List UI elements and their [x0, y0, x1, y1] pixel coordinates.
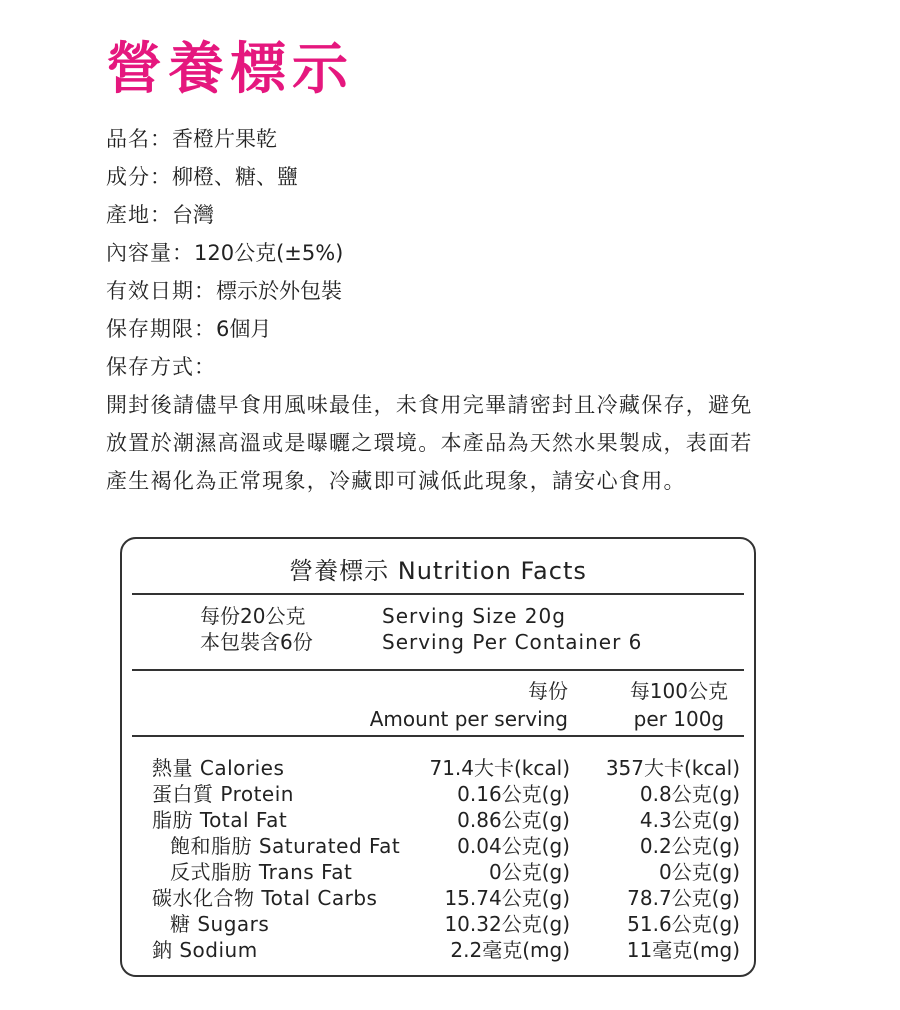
per-100g-value: 0.8公克(g): [639, 782, 740, 806]
divider: [132, 669, 744, 671]
per-serving-value: 2.2毫克(mg): [450, 938, 570, 962]
info-storage: [106, 348, 806, 386]
per-100g-value: 51.6公克(g): [627, 912, 740, 936]
divider: [132, 593, 744, 595]
serving-size-zh: 每份20公克: [200, 604, 306, 628]
info-key: 有效日期：: [106, 279, 216, 303]
info-value: 台灣: [172, 203, 214, 227]
servings-per-container-zh: 本包裝含6份: [200, 630, 313, 654]
nutrient-label: 碳水化合物 Total Carbs: [152, 886, 378, 910]
info-expiry: [106, 272, 806, 310]
nutrient-row-saturated-fat: [152, 833, 740, 859]
info-key: 成分：: [106, 165, 172, 189]
nutrient-row-sugars: [152, 911, 740, 937]
nutrition-facts-table: [120, 537, 756, 977]
nutrition-title: 營養標示 Nutrition Facts: [289, 557, 587, 585]
per-100g-header-zh: 每100公克: [629, 679, 728, 703]
per-serving-header-zh: 每份: [528, 679, 568, 703]
per-serving-header: [370, 677, 568, 733]
per-serving-value: 0.16公克(g): [457, 782, 570, 806]
per-serving-value: 0.04公克(g): [457, 834, 570, 858]
info-value: 柳橙、糖、鹽: [172, 165, 298, 189]
info-value: 香橙片果乾: [172, 127, 277, 151]
info-key: 保存方式：: [106, 355, 216, 379]
nutrient-label: 脂肪 Total Fat: [152, 808, 288, 832]
nutrient-row-trans-fat: [152, 859, 740, 885]
nutrient-row-total-fat: [152, 807, 740, 833]
serving-info-zh: [200, 603, 313, 655]
divider: [132, 735, 744, 737]
nutrient-row-calories: [152, 755, 740, 781]
nutrient-label: 蛋白質 Protein: [152, 782, 294, 806]
info-key: 保存期限：: [106, 317, 216, 341]
per-100g-value: 357大卡(kcal): [605, 756, 740, 780]
storage-note: [106, 386, 806, 500]
nutrient-row-sodium: [152, 937, 740, 963]
per-serving-header-en: Amount per serving: [369, 707, 568, 731]
per-serving-value: 10.32公克(g): [444, 912, 570, 936]
nutrient-label: 鈉 Sodium: [152, 938, 258, 962]
servings-per-container-en: Serving Per Container 6: [382, 630, 643, 654]
nutrient-row-protein: [152, 781, 740, 807]
per-100g-header: [630, 677, 728, 733]
per-serving-value: 0公克(g): [488, 860, 570, 884]
page-title: 營養標示: [106, 37, 354, 102]
per-100g-value: 4.3公克(g): [639, 808, 740, 832]
per-100g-value: 0公克(g): [658, 860, 740, 884]
info-name: [106, 120, 806, 158]
nutrient-label: 熱量 Calories: [152, 756, 285, 780]
info-value: 120公克(±5%): [194, 241, 344, 265]
nutrient-label: 飽和脂肪 Saturated Fat: [170, 834, 401, 858]
per-serving-value: 15.74公克(g): [444, 886, 570, 910]
per-100g-value: 0.2公克(g): [639, 834, 740, 858]
per-100g-value: 78.7公克(g): [627, 886, 740, 910]
per-100g-header-en: per 100g: [633, 707, 725, 731]
serving-size-en: Serving Size 20g: [382, 604, 566, 628]
nutrient-label: 反式脂肪 Trans Fat: [170, 860, 353, 884]
info-net-weight: [106, 234, 806, 272]
info-shelf-life: [106, 310, 806, 348]
serving-info-en: [382, 603, 642, 655]
info-origin: [106, 196, 806, 234]
nutrient-row-total-carbs: [152, 885, 740, 911]
info-value: 標示於外包裝: [216, 279, 342, 303]
info-value: 6個月: [216, 317, 272, 341]
storage-note-line: 開封後請儘早食用風味最佳，未食用完畢請密封且冷藏保存，避免: [106, 393, 753, 417]
storage-note-line: 產生褐化為正常現象，冷藏即可減低此現象，請安心食用。: [106, 469, 686, 493]
info-key: 品名：: [106, 127, 172, 151]
per-100g-value: 11毫克(mg): [626, 938, 740, 962]
nutrient-label: 糖 Sugars: [170, 912, 270, 936]
info-key: 內容量：: [106, 241, 194, 265]
info-ingredients: [106, 158, 806, 196]
per-serving-value: 0.86公克(g): [457, 808, 570, 832]
product-info: [106, 120, 806, 500]
storage-note-line: 放置於潮濕高溫或是曝曬之環境。本產品為天然水果製成，表面若: [106, 431, 753, 455]
info-key: 產地：: [106, 203, 172, 227]
per-serving-value: 71.4大卡(kcal): [429, 756, 570, 780]
nutrient-rows: [152, 755, 740, 963]
